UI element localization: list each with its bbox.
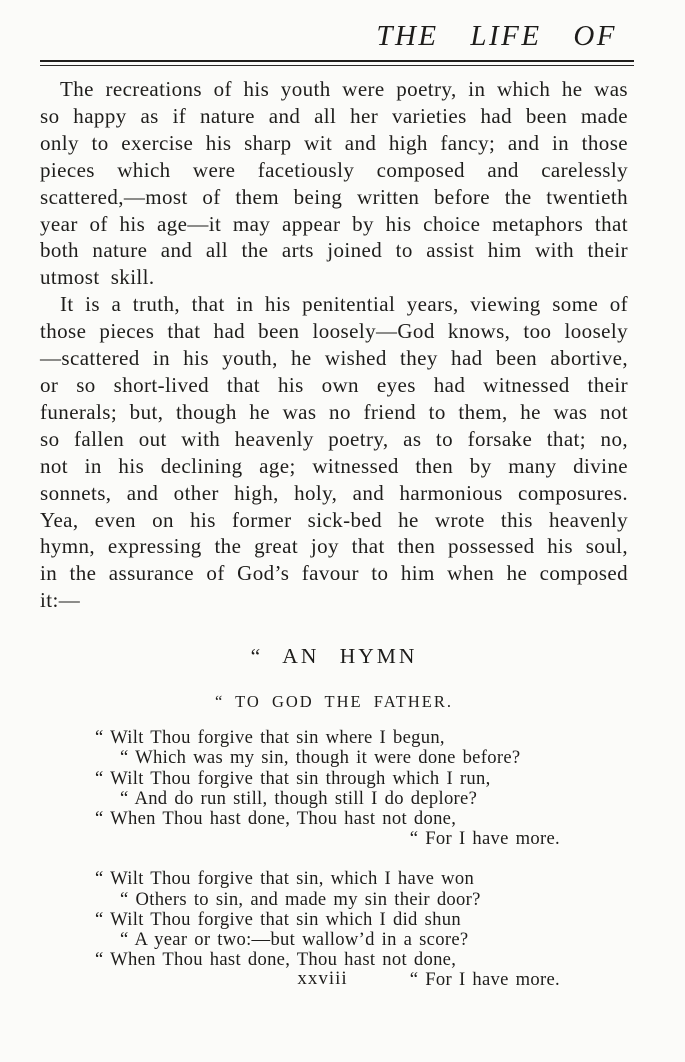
- paragraph-penitential: It is a truth, that in his penitential years, viewing some of those pieces that had been loosely—God knows, too loosely—scattered in his youth, he wished they had been abortive, or so short-lived that his own eyes had witnessed their funerals; but, though he was no friend to them, he was not so fallen out with heavenly poetry, as to forsake that; no, not in his declining age; witnessed then by many divine sonnets, and other high, holy, and harmonious composures. Yea, even on his former sick-bed he wrote this heavenly hymn, expressing the great joy that then possessed his soul, in the assurance of God’s favour to him when he composed it:—: [40, 292, 628, 613]
- verse-line-refrain: “ For I have more.: [409, 969, 560, 991]
- page-number: xxviii: [297, 968, 348, 989]
- verse-line: “ Others to sin, and made my sin their door?: [120, 888, 481, 910]
- hymn-title: “ AN HYMN: [250, 644, 418, 669]
- verse-line: “ Which was my sin, though it were done before?: [120, 747, 521, 769]
- verse-line: “ Wilt Thou forgive that sin, which I have won: [95, 868, 475, 890]
- hymn-subtitle: “ TO GOD THE FATHER.: [215, 692, 453, 712]
- header-rule: [40, 60, 634, 66]
- verse-line: “ And do run still, though still I do deplore?: [120, 787, 478, 809]
- verse-line: “ A year or two:—but wallow’d in a score?: [120, 928, 469, 950]
- verse-line: “ Wilt Thou forgive that sin which I did shun: [95, 908, 461, 930]
- verse-line: “ Wilt Thou forgive that sin where I begun,: [95, 727, 445, 749]
- verse-line: “ When Thou hast done, Thou hast not done,: [95, 949, 457, 971]
- verse-line-refrain: “ For I have more.: [409, 828, 560, 850]
- text-block: [40, 76, 628, 991]
- paragraph-recreations: The recreations of his youth were poetry, in which he was so happy as if nature and all her varieties had been made only to exercise his sharp wit and high fancy; and in those pieces which were facetiously composed and carelessly scattered,—most of them being written before the twentieth year of his age—it may appear by his choice metaphors that both nature and all the arts joined to assist him with their utmost skill.: [40, 77, 628, 290]
- running-header: THE LIFE OF: [376, 20, 617, 52]
- verse-line: “ Wilt Thou forgive that sin through which I run,: [95, 767, 491, 789]
- verse-line: “ When Thou hast done, Thou hast not done,: [95, 807, 457, 829]
- hymn-stanza-1: [95, 728, 628, 849]
